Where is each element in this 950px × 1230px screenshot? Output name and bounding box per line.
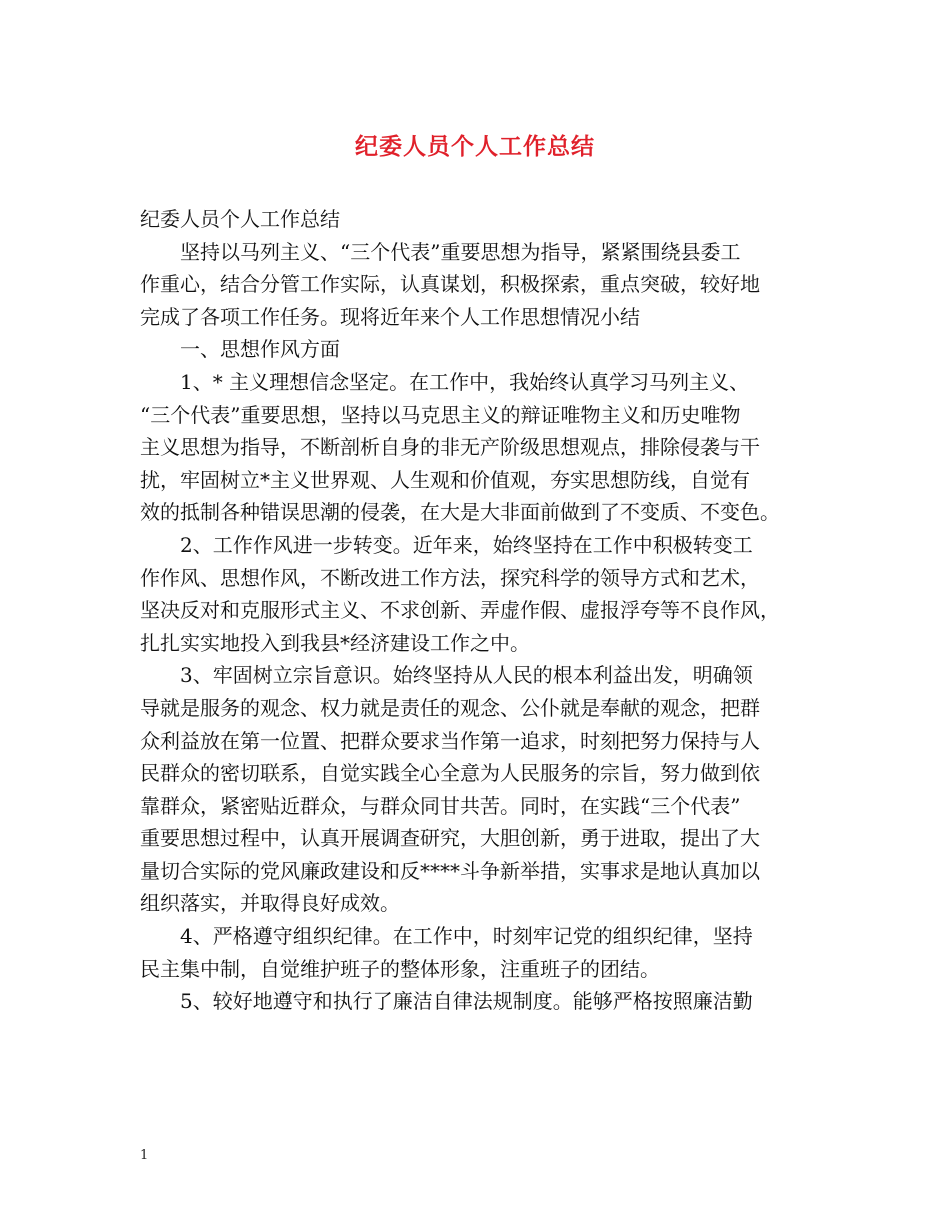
document-body [140,203,812,1018]
body-line: 众利益放在第一位置、把群众要求当作第一追求，时刻把努力保持与人 [140,728,760,753]
body-line: “三个代表”重要思想，坚持以马克思主义的辩证唯物主义和历史唯物 [140,402,741,427]
body-line: 一、思想作风方面 [140,337,340,362]
body-line: 效的抵制各种错误思潮的侵袭，在大是大非面前做到了不变质、不变色。 [140,500,780,525]
body-line: 民主集中制，自觉维护班子的整体形象，注重班子的团结。 [140,956,660,981]
body-line: 重要思想过程中，认真开展调查研究，大胆创新，勇于进取，提出了大 [140,826,760,851]
document-title: 纪委人员个人工作总结 [355,133,595,160]
body-line: 作作风、思想作风，不断改进工作方法，探究科学的领导方式和艺术， [140,565,760,590]
body-line: 扰，牢固树立*主义世界观、人生观和价值观，夯实思想防线，自觉有 [140,467,750,492]
body-line: 3、牢固树立宗旨意识。始终坚持从人民的根本利益出发，明确领 [140,663,753,688]
body-line: 导就是服务的观念、权力就是责任的观念、公仆就是奉献的观念，把群 [140,695,760,720]
body-line: 纪委人员个人工作总结 [140,207,340,231]
body-line: 5、较好地遵守和执行了廉洁自律法规制度。能够严格按照廉洁勤 [140,989,753,1014]
page-number: 1 [140,1148,149,1163]
body-line: 民群众的密切联系，自觉实践全心全意为人民服务的宗旨，努力做到依 [140,761,760,786]
body-line: 扎扎实实地投入到我县*经济建设工作之中。 [140,630,530,655]
body-line: 组织落实，并取得良好成效。 [140,891,400,916]
body-line: 靠群众，紧密贴近群众，与群众同甘共苦。同时，在实践“三个代表” [140,793,741,818]
body-line: 坚决反对和克服形式主义、不求创新、弄虚作假、虚报浮夸等不良作风， [140,598,780,623]
body-line: 坚持以马列主义、“三个代表”重要思想为指导，紧紧围绕县委工 [140,239,741,264]
body-line: 完成了各项工作任务。现将近年来个人工作思想情况小结 [140,304,640,329]
body-line: 4、严格遵守组织纪律。在工作中，时刻牢记党的组织纪律，坚持 [140,924,753,949]
body-line: 1、* 主义理想信念坚定。在工作中，我始终认真学习马列主义、 [140,369,750,394]
body-line: 量切合实际的党风廉政建设和反****斗争新举措，实事求是地认真加以 [140,858,760,883]
body-line: 主义思想为指导，不断剖析自身的非无产阶级思想观点，排除侵袭与干 [140,435,760,460]
body-line: 2、工作作风进一步转变。近年来，始终坚持在工作中积极转变工 [140,532,753,557]
body-line: 作重心，结合分管工作实际，认真谋划，积极探索，重点突破，较好地 [140,272,760,297]
